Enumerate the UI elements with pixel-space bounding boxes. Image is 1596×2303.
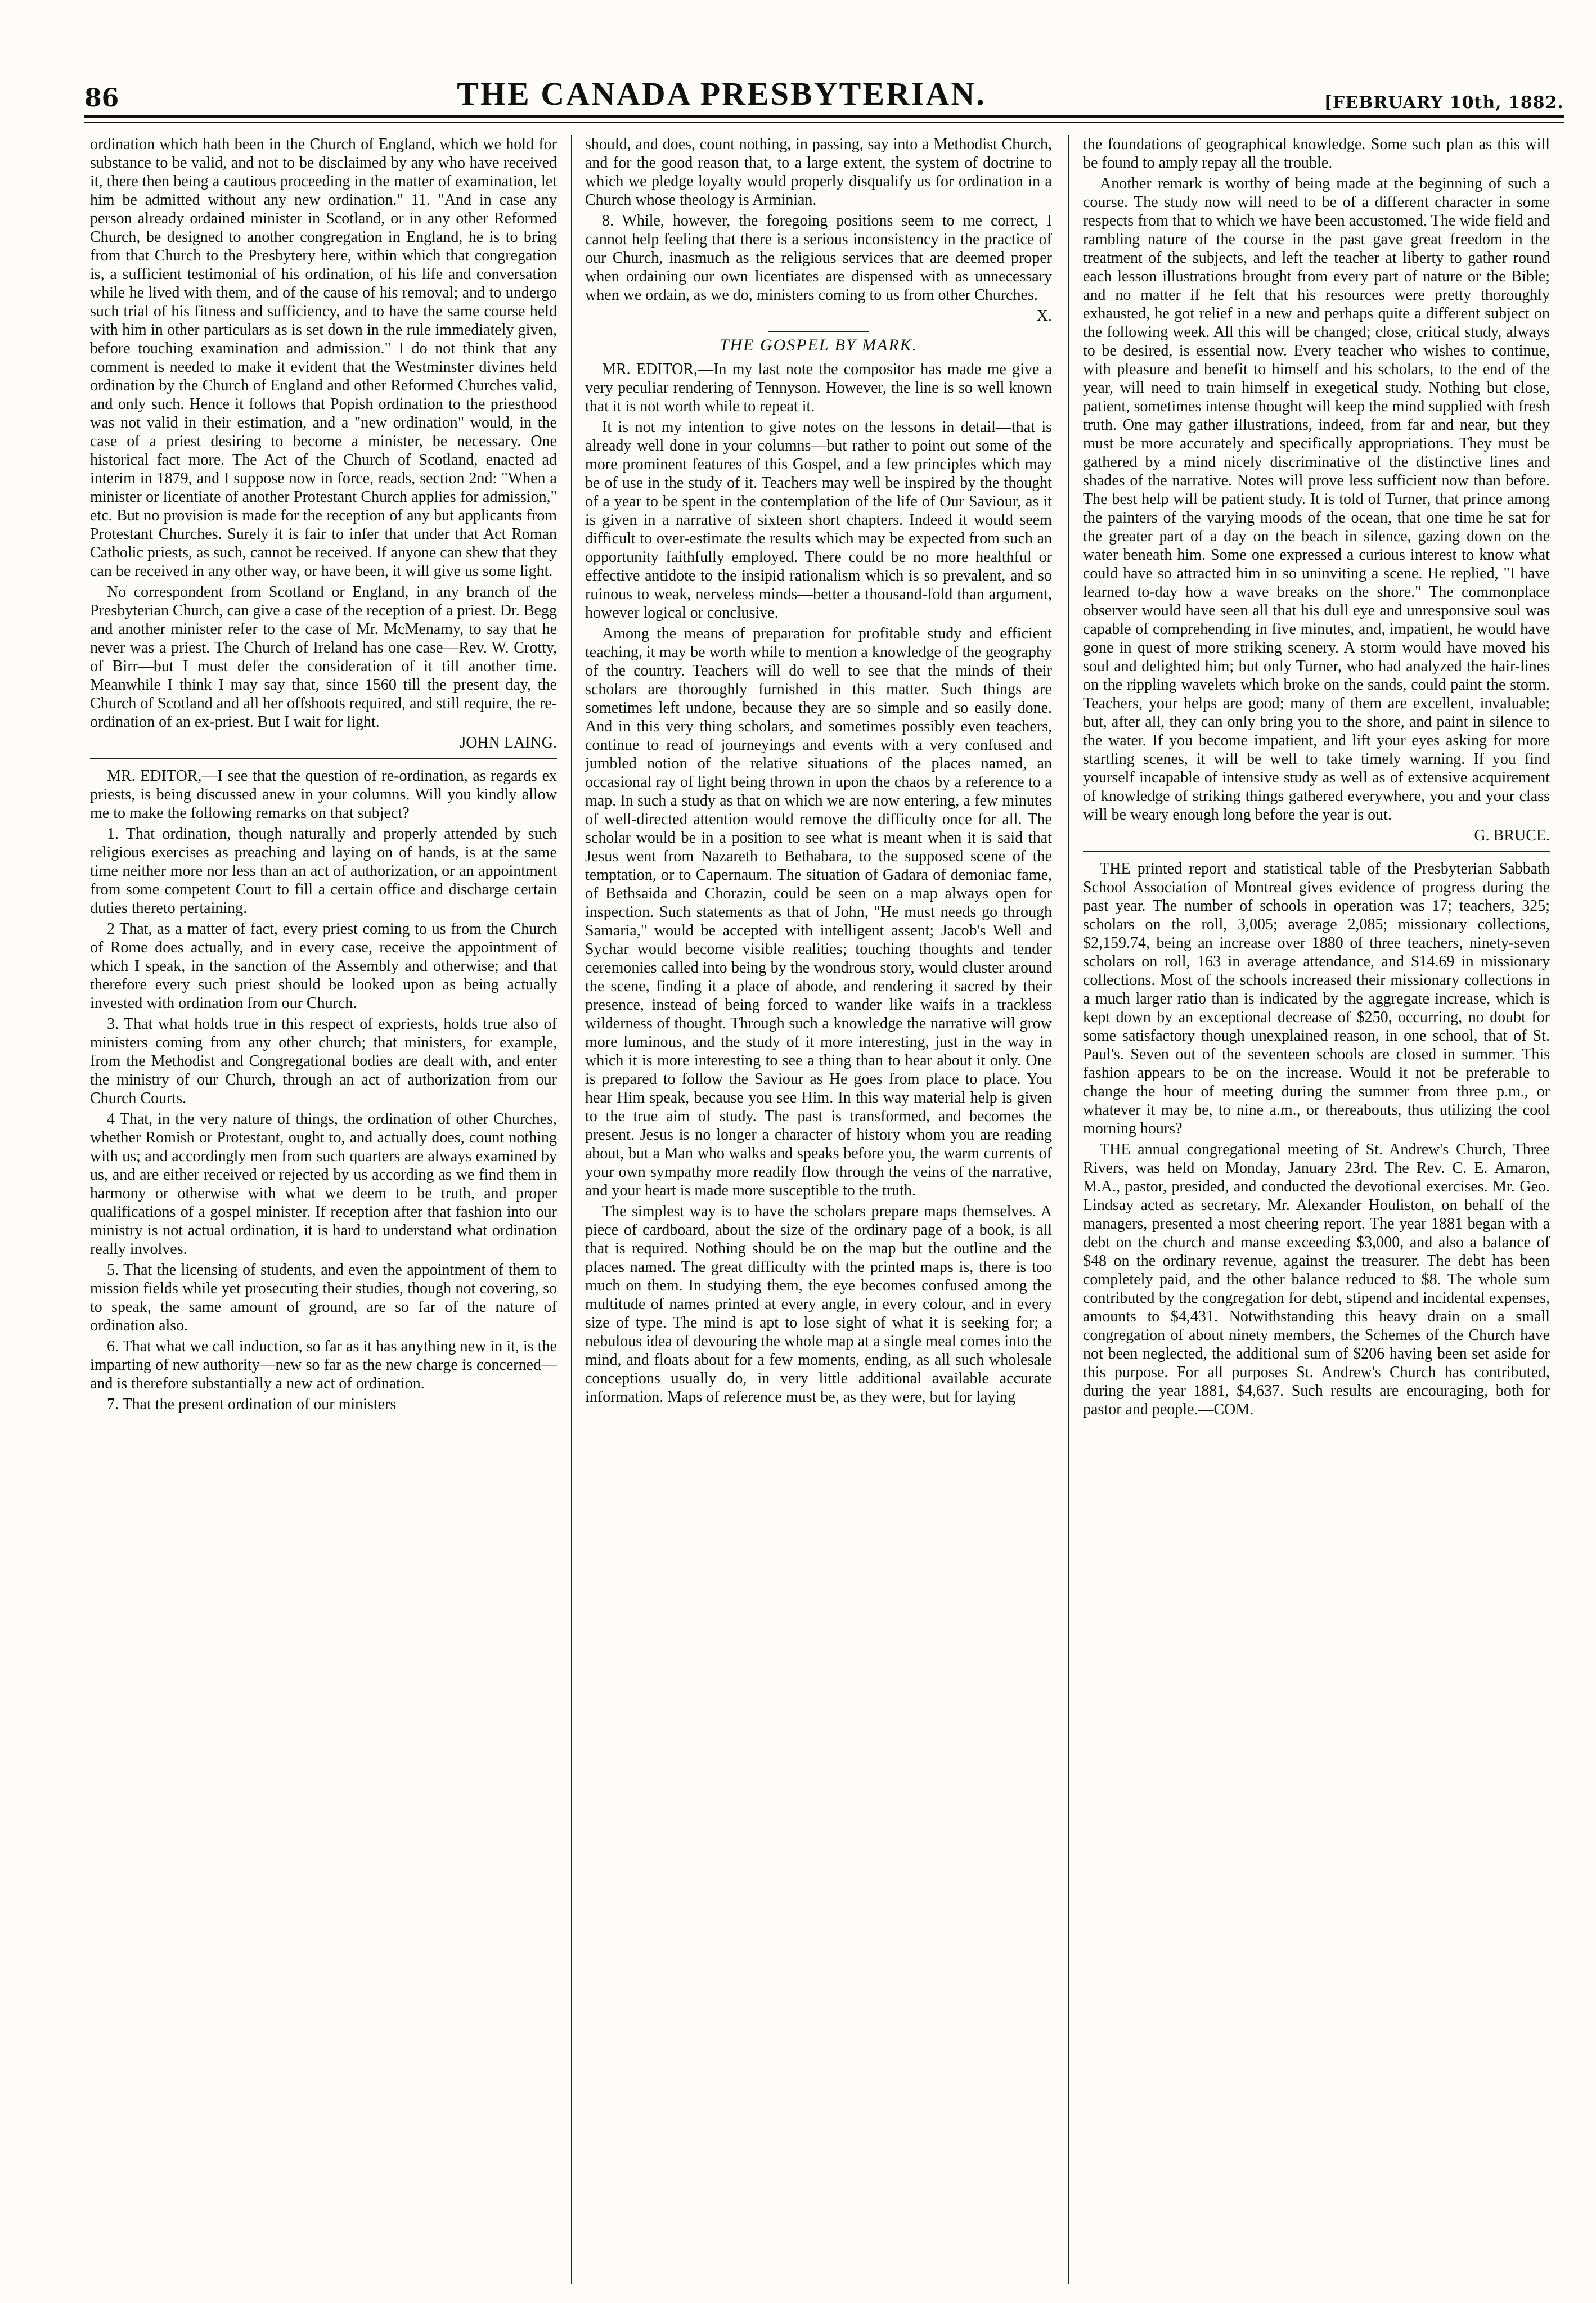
article-separator <box>90 758 557 759</box>
masthead-title: THE CANADA PRESBYTERIAN. <box>457 75 986 112</box>
article-paragraph: 6. That what we call induction, so far as it has anything new in it, is the imparting of new authority—new so far as the new charge is concerned—and is therefore substantially a new act of ordination. <box>90 1338 557 1392</box>
article-paragraph: MR. EDITOR,—In my last note the compositor has made me give a very peculiar rendering of Tennyson. However, the line is so well known that it is not worth while to repeat it. <box>585 361 1052 415</box>
article-paragraph: 2 That, as a matter of fact, every priest coming to us from the Church of Rome does actually, and in every case, receive the appointment of which I speak, in the sanction of the Assembly and otherwise; and that therefore every such priest should be looked upon as being actually invested with ordination from our Church. <box>90 920 557 1012</box>
article-paragraph: THE annual congregational meeting of St. Andrew's Church, Three Rivers, was held on Monday, January 23rd. The Rev. C. E. Amaron, M.A., pastor, presided, and conducted the devotional exercises. Mr. Geo. Lindsay acted as secretary. Mr. Alexander Houliston, on behalf of the managers, presented a most cheering report. The year 1881 began with a debt on the church and manse exceeding $3,000, and also a balance of $48 on the ordinary revenue, against the treasurer. The debt has been completely paid, and the other balance reduced to $8. The whole sum contributed by the congregation for debt, stipend and incidental expenses, amounts to $4,431. Notwithstanding this heavy drain on a small congregation of about ninety members, the Schemes of the Church have not been neglected, the additional sum of $206 having been set aside for this purpose. For all purposes St. Andrew's Church has contributed, during the year 1881, $4,637. Such results are encouraging, both for pastor and people.—COM. <box>1083 1141 1550 1418</box>
article-paragraph: 7. That the present ordination of our ministers <box>107 1396 397 1413</box>
article-paragraph: 4 That, in the very nature of things, the ordination of other Churches, whether Romish or Protestant, ought to, and actually does, count nothing with us; and accordingly men from such quarters are always examined by us, and are either received or rejected by us according as we find them in harmony or otherwise with what we deem to be truth, and proper qualifications of a gospel minister. If reception after that fashion into our ministry is not actual ordination, it is hard to understand what ordination really involves. <box>90 1110 557 1258</box>
article-paragraph: 3. That what holds true in this respect of expriests, holds true also of ministers coming from any other church; that ministers, for example, from the Methodist and Congregational bodies are dealt with, and enter the ministry of our Church, through an act of authorization from our Church Courts. <box>90 1015 557 1107</box>
article-paragraph: the foundations of geographical knowledge. Some such plan as this will be found to amply repay all the trouble. <box>1083 136 1550 172</box>
article-paragraph: No correspondent from Scotland or England, in any branch of the Presbyterian Church, can give a case of the reception of a priest. Dr. Begg and another minister refer to the case of Mr. McMenamy, to say that he never was a priest. The Church of Ireland has one case—Rev. W. Crotty, of Birr—but I must defer the consideration of it till another time. Meanwhile I think I may say that, since 1560 till the present day, the Church of Scotland and all her offshoots required, and still require, the re-ordination of an ex-priest. But I wait for light. <box>90 583 557 731</box>
section-rule <box>768 331 869 332</box>
column-2 <box>585 135 1052 2284</box>
section-title-gospel-by-mark: THE GOSPEL BY MARK. <box>719 336 918 354</box>
article-paragraph: 8. While, however, the foregoing positions seem to me correct, I cannot help feeling that there is a serious inconsistency in the practice of our Church, inasmuch as the religious services that are deemed proper when ordaining our own licentiates are dispensed with as unnecessary when we ordain, as we do, ministers coming to us from other Churches. <box>585 212 1052 304</box>
signature-x: X. <box>1036 307 1052 325</box>
signature-john-laing: JOHN LAING. <box>460 734 557 752</box>
article-separator <box>1083 851 1550 852</box>
column-3 <box>1083 135 1550 2284</box>
article-paragraph: ordination which hath been in the Church of England, which we hold for substance to be valid, and not to be disclaimed by any who have received it, there then being a cautious proceeding in the matter of examination, let him be admitted without any new ordination." 11. "And in case any person already ordained minister in Scotland, or in any other Reformed Church, be designed to another congregation in England, he is to bring from that Church to the Presbytery here, within which that congregation is, a sufficient testimonial of his ordination, of his life and conversation while he lived with them, and of the cause of his removal; and to undergo such trial of his fitness and sufficiency, and to have the same course held with him in other particulars as is set down in the rule immediately given, before touching examination and admission." I do not think that any comment is needed to make it evident that the Westminster divines held ordination by the Church of England and other Reformed Churches valid, and only such. Hence it follows that Popish ordination to the priesthood was not valid in their estimation, and a "new ordination" would, in the case of a priest desiring to become a minister, be necessary. One historical fact more. The Act of the Church of Scotland, enacted ad interim in 1879, and I suppose now in force, reads, section 2nd: "When a minister or licentiate of another Protestant Church applies for admission," etc. But no provision is made for the reception of any but applicants from Protestant Churches. Surely it is fair to infer that under that Act Roman Catholic priests, as such, cannot be received. If anyone can shew that they can be received in any other way, or have been, it will give us some light. <box>90 136 557 580</box>
article-paragraph: MR. EDITOR,—I see that the question of re-ordination, as regards ex priests, is being discussed anew in your columns. Will you kindly allow me to make the following remarks on that subject? <box>90 767 557 822</box>
article-paragraph: should, and does, count nothing, in passing, say into a Methodist Church, and for the good reason that, to a large extent, the system of doctrine to which we pledge loyalty would properly disqualify us for ordination in a Church whose theology is Arminian. <box>585 136 1052 209</box>
page-number: 86 <box>84 84 119 113</box>
column-1 <box>90 135 557 2284</box>
column-divider-2 <box>1068 135 1069 2284</box>
article-paragraph: The simplest way is to have the scholars prepare maps themselves. A piece of cardboard, about the size of the ordinary page of a book, is all that is required. Nothing should be on the map but the outline and the places named. The great difficulty with the printed maps is, there is too much on them. In studying them, the eye becomes confused among the multitude of names printed at every angle, in every colour, and in every size of type. The mind is apt to lose sight of what it is seeking for; a nebulous idea of devouring the whole map at a single meal comes into the mind, and floats about for a few moments, ending, as all such wholesale conceptions usually do, in very little additional available accurate information. Maps of reference must be, as they were, but for laying <box>585 1203 1052 1406</box>
header-rule-thick <box>84 115 1564 118</box>
signature-g-bruce: G. BRUCE. <box>1474 827 1550 844</box>
article-paragraph: Another remark is worthy of being made at the beginning of such a course. The study now will need to be of a different character in some respects from that to which we have been accustomed. The wide field and rambling nature of the course in the past gave great freedom in the treatment of the subjects, and left the teacher at liberty to gather round each lesson illustrations brought from every part of nature or the Bible; and no matter if he felt that his resources were pretty thoroughly exhausted, he got relief in a new and perhaps quite a different subject on the following week. All this will be changed; close, critical study, always to be desired, is essential now. Every teacher who wishes to continue, with pleasure and benefit to himself and his scholars, to the end of the year, will need to train himself in exegetical study. Nothing but close, patient, sometimes intense thought will keep the mind supplied with fresh truth. One may gather illustrations, indeed, from far and near, but they must be more accurately and specifically appropriations. They must be gathered by a mind nicely discriminative of the distinctive lines and shades of the narrative. Notes will prove less sufficient now than before. The best help will be patient study. It is told of Turner, that prince among the painters of the varying moods of the ocean, that one time he sat for the greater part of a day on the beach in silence, gazing down on the water beneath him. Some one expressed a curious interest to know what could have so attracted him in so uninviting a scene. He replied, "I have learned to-day how a wave breaks on the shore." The commonplace observer would have seen all that his dull eye and unresponsive soul was capable of comprehending in five minutes, and, impatient, he would have gone in quest of more striking scenery. A storm would have moved his soul and delighted him; but only Turner, who had analyzed the hair-lines on the rippling wavelets which broke on the sands, could paint the storm. Teachers, your helps are good; many of them are excellent, invaluable; but, after all, they can only bring you to the shore, and paint in silence to the water. If you become impatient, and lift your eyes asking for more startling scenes, it will be well to take timely warning. If you find yourself incapable of intensive study as well as of extensive acquirement of knowledge of striking things gathered everywhere, you and your class will be weary enough long before the year is out. <box>1083 175 1550 824</box>
article-paragraph: Among the means of preparation for profitable study and efficient teaching, it may be worth while to mention a knowledge of the geography of the country. Teachers will do well to see that the minds of their scholars are thoroughly furnished in this matter. Such things are sometimes left undone, because they are so simple and so easily done. And in this very thing scholars, and sometimes possibly even teachers, continue to read of journeyings and events with a very confused and jumbled notion of the relative situations of the places named, an occasional ray of light being thrown in upon the chaos by a reference to a map. In such a study as that on which we are now entering, a few minutes of well-directed attention would remove the difficulty once for all. The scholar would be in a position to see what is meant when it is said that Jesus went from Nazareth to Bethabara, to the supposed scene of the temptation, or to Capernaum. The situation of Gadara of demoniac fame, of Bethsaida and Chorazin, could be seen on a map always open for inspection. Such statements as that of John, "He must needs go through Samaria," would be accepted with intelligent assent; Jacob's Well and Sychar would become visible realities; touching thoughts and tender ceremonies called into being by the wondrous story, would cluster around the scene, finding it a place of abode, and rendering it sacred by their presence, instead of being forced to wander like waifs in a trackless wilderness of thought. Through such a knowledge the narrative will grow more luminous, and the study of it more interesting, just in the way in which it is more interesting to see a thing than to hear about it only. One is prepared to follow the Saviour as He goes from place to place. You hear Him speak, because you see Him. In this way material help is given to the true aim of study. The past is transformed, and becomes the present. Jesus is no longer a character of history whom you are reading about, but a Man who walks and speaks before you, the warm currents of your own sympathy more readily flow through the veins of the narrative, and your heart is made more susceptible to the truth. <box>585 625 1052 1199</box>
article-paragraph: THE printed report and statistical table of the Presbyterian Sabbath School Association of Montreal gives evidence of progress during the past year. The number of schools in operation was 17; teachers, 325; scholars on the roll, 3,005; average 2,085; missionary collections, $2,159.74, being an increase over 1880 of three teachers, ninety-seven scholars on roll, 163 in average attendance, and $14.69 in missionary collections. Most of the schools increased their missionary collections in a much larger ratio than is indicated by the aggregate increase, which is kept down by an exceptional decrease of $250, occurring, no doubt for some satisfactory though unexplained reason, in one school, that of St. Paul's. Seven out of the seventeen schools are closed in summer. This fashion appears to be on the increase. Would it not be preferable to change the hour of meeting during the summer from three p.m., or whatever it may be, to nine a.m., or thereabouts, thus utilizing the cool morning hours? <box>1083 860 1550 1137</box>
column-divider-1 <box>571 135 572 2284</box>
page-header <box>84 62 1564 113</box>
article-paragraph: 5. That the licensing of students, and even the appointment of them to mission fields while yet prosecuting their studies, though not covering, so to speak, the same amount of ground, are so far of the nature of ordination also. <box>90 1261 557 1334</box>
header-rule-thin <box>84 122 1564 123</box>
article-paragraph: 1. That ordination, though naturally and properly attended by such religious exercises as preaching and laying on of hands, is at the same time neither more nor less than an act of authorization, or an appointment from some competent Court to fill a certain office and discharge certain duties thereto pertaining. <box>90 825 557 917</box>
article-paragraph: It is not my intention to give notes on the lessons in detail—that is already well done in your columns—but rather to point out some of the more prominent features of this Gospel, and a few principles which may be of use in the study of it. Teachers may well be inspired by the thought of a year to be spent in the contemplation of the life of Our Saviour, as it is given in a narrative of sixteen short chapters. Indeed it would seem difficult to over-estimate the results which may be expected from such an opportunity faithfully employed. There could be no more healthful or effective antidote to the insipid rationalism which is so prevalent, and so ruinous to weak, nerveless minds—better a thousand-fold than argument, however logical or conclusive. <box>585 419 1052 622</box>
issue-date: [FEBRUARY 10th, 1882. <box>1324 93 1564 113</box>
